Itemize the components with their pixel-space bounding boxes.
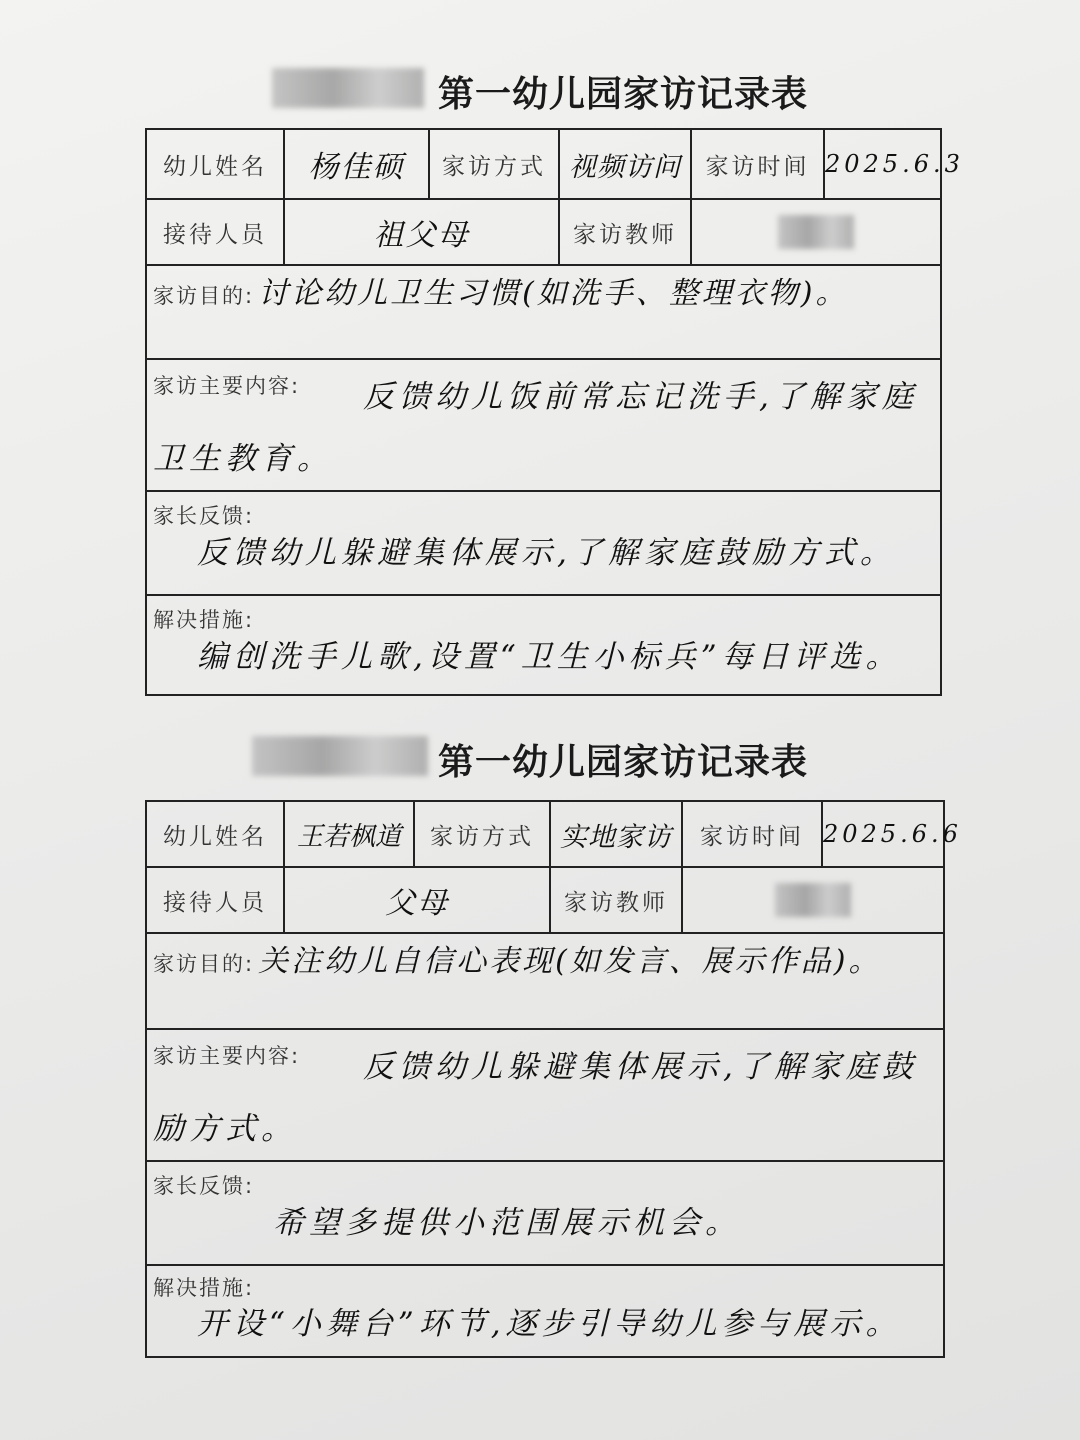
redacted-teacher-name (775, 883, 851, 917)
purpose-section (146, 933, 944, 1029)
main-content-section (146, 359, 941, 491)
child-name-value: 杨佳硕 (284, 129, 429, 199)
parent-feedback-label: 家长反馈: (153, 1174, 255, 1198)
main-content-value: 反馈幼儿躲避集体展示,了解家庭鼓励方式。 (153, 1049, 918, 1147)
redacted-school-name (272, 68, 424, 108)
purpose-value: 关注幼儿自信心表现(如发言、展示作品)。 (258, 944, 882, 979)
visit-time-label: 家访时间 (691, 129, 824, 199)
visit-time-value: 2025.6.6 (822, 801, 944, 867)
solution-section (146, 1265, 944, 1357)
receiver-value: 父母 (284, 867, 550, 933)
form-title: 第一幼儿园家访记录表 (438, 74, 809, 115)
teacher-value (682, 867, 944, 933)
solution-label: 解决措施: (153, 1276, 255, 1300)
main-content-label: 家访主要内容: (153, 1044, 301, 1068)
teacher-label: 家访教师 (559, 199, 691, 265)
solution-value: 开设“小舞台”环节,逐步引导幼儿参与展示。 (197, 1306, 902, 1342)
purpose-value: 讨论幼儿卫生习惯(如洗手、整理衣物)。 (258, 276, 849, 311)
solution-section (146, 595, 941, 695)
parent-feedback-section (146, 491, 941, 595)
form-title: 第一幼儿园家访记录表 (438, 742, 809, 783)
solution-value: 编创洗手儿歌,设置“卫生小标兵”每日评选。 (197, 639, 902, 675)
main-content-label: 家访主要内容: (153, 374, 301, 398)
visit-method-label: 家访方式 (414, 801, 550, 867)
visit-record-form-1 (0, 0, 1080, 700)
receiver-value: 祖父母 (284, 199, 559, 265)
parent-feedback-section (146, 1161, 944, 1265)
parent-feedback-value: 反馈幼儿躲避集体展示,了解家庭鼓励方式。 (197, 535, 896, 571)
teacher-value (691, 199, 941, 265)
record-table (145, 128, 964, 696)
receiver-label: 接待人员 (146, 867, 284, 933)
purpose-section (146, 265, 941, 359)
purpose-label: 家访目的: (153, 284, 255, 308)
record-table (145, 800, 962, 1358)
child-name-label: 幼儿姓名 (146, 129, 284, 199)
child-name-value: 王若枫道 (284, 801, 414, 867)
visit-time-value: 2025.6.3 (824, 129, 941, 199)
parent-feedback-label: 家长反馈: (153, 504, 255, 528)
redacted-school-name (252, 736, 428, 776)
visit-method-value: 实地家访 (550, 801, 682, 867)
visit-method-value: 视频访问 (559, 129, 691, 199)
teacher-label: 家访教师 (550, 867, 682, 933)
purpose-label: 家访目的: (153, 952, 255, 976)
redacted-teacher-name (778, 215, 854, 249)
main-content-value: 反馈幼儿饭前常忘记洗手,了解家庭卫生教育。 (153, 379, 918, 477)
receiver-label: 接待人员 (146, 199, 284, 265)
main-content-section (146, 1029, 944, 1161)
child-name-label: 幼儿姓名 (146, 801, 284, 867)
visit-method-label: 家访方式 (429, 129, 559, 199)
solution-label: 解决措施: (153, 608, 255, 632)
visit-time-label: 家访时间 (682, 801, 822, 867)
parent-feedback-value: 希望多提供小范围展示机会。 (273, 1205, 741, 1241)
